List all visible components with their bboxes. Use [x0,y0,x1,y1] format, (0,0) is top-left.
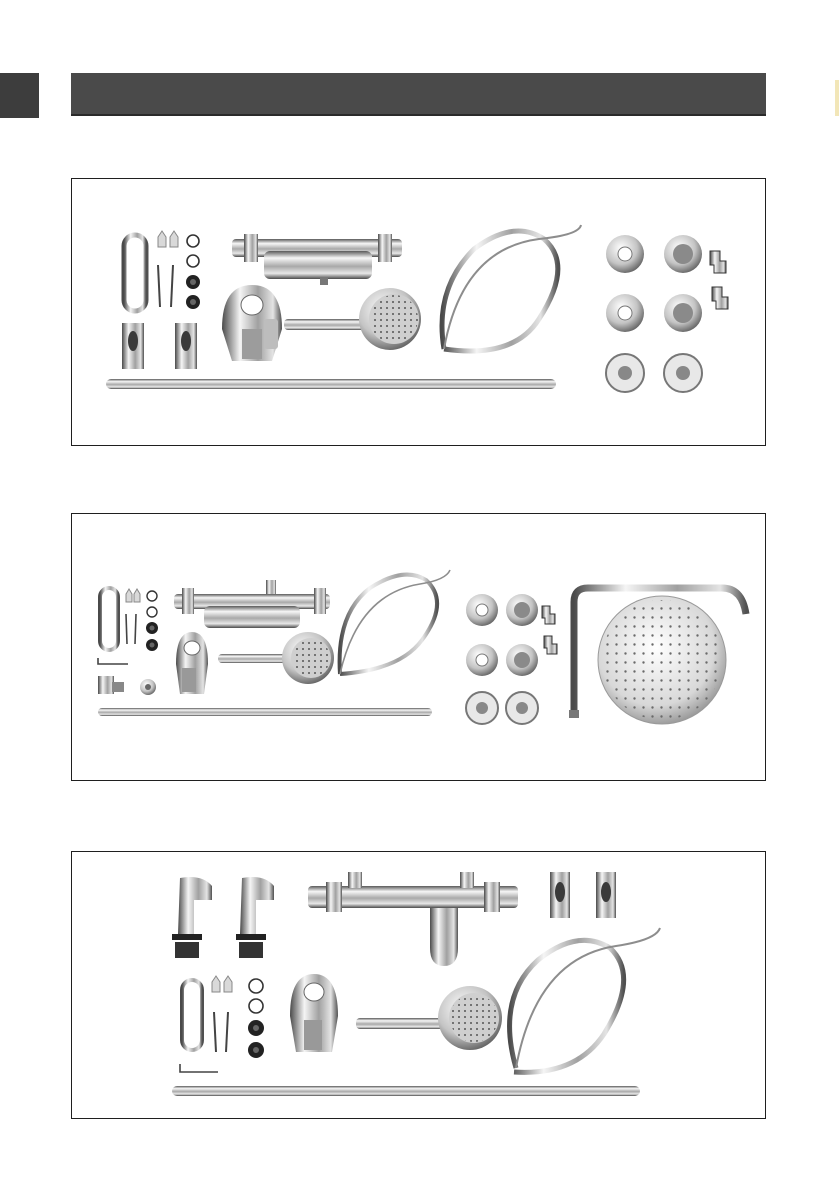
eccentric-connectors [542,606,557,654]
wall-mount-plates [466,692,538,724]
shower-hose [442,225,581,351]
s-union-connectors [172,877,274,958]
washers [186,235,200,309]
slide-holder [222,285,282,361]
wall-brackets [122,323,197,369]
slide-rail [172,1086,640,1096]
hose-clip [100,588,118,650]
allen-key [98,658,128,664]
washers [248,979,264,1058]
kit-panel-hand-shower [71,178,766,446]
slide-rail [98,708,432,716]
bracket-and-cap [98,676,156,695]
hose-clip [124,235,146,311]
wall-plugs [126,589,140,602]
thermostatic-mixer [232,234,402,285]
wall-flanges [466,594,538,676]
slide-holder [176,632,208,694]
shower-hose [510,928,660,1072]
wall-plugs [158,231,178,247]
hose-clip [182,980,202,1050]
section-tab [0,73,39,118]
wall-flanges [606,235,702,332]
kit-panel-overhead-shower [71,513,766,781]
slide-rail [106,379,556,389]
eccentric-connectors [710,251,728,309]
page-edge-mark [835,80,839,116]
screws [126,614,136,644]
hand-shower [356,986,502,1050]
wall-brackets [550,872,616,918]
slide-holder [290,974,338,1052]
screws [214,1012,228,1052]
wall-mount-plates [606,354,702,392]
section-header-bar [71,73,766,116]
kit-panel-bath-shower [71,851,766,1119]
thermostatic-mixer [174,580,330,628]
thermostatic-bath-mixer [308,872,518,966]
hand-shower [284,288,421,350]
allen-key [180,1064,218,1072]
hand-shower [218,632,334,684]
screws [158,265,173,307]
overhead-shower-head [598,596,726,724]
shower-hose [340,570,450,674]
washers [146,591,158,651]
wall-plugs [212,976,232,992]
